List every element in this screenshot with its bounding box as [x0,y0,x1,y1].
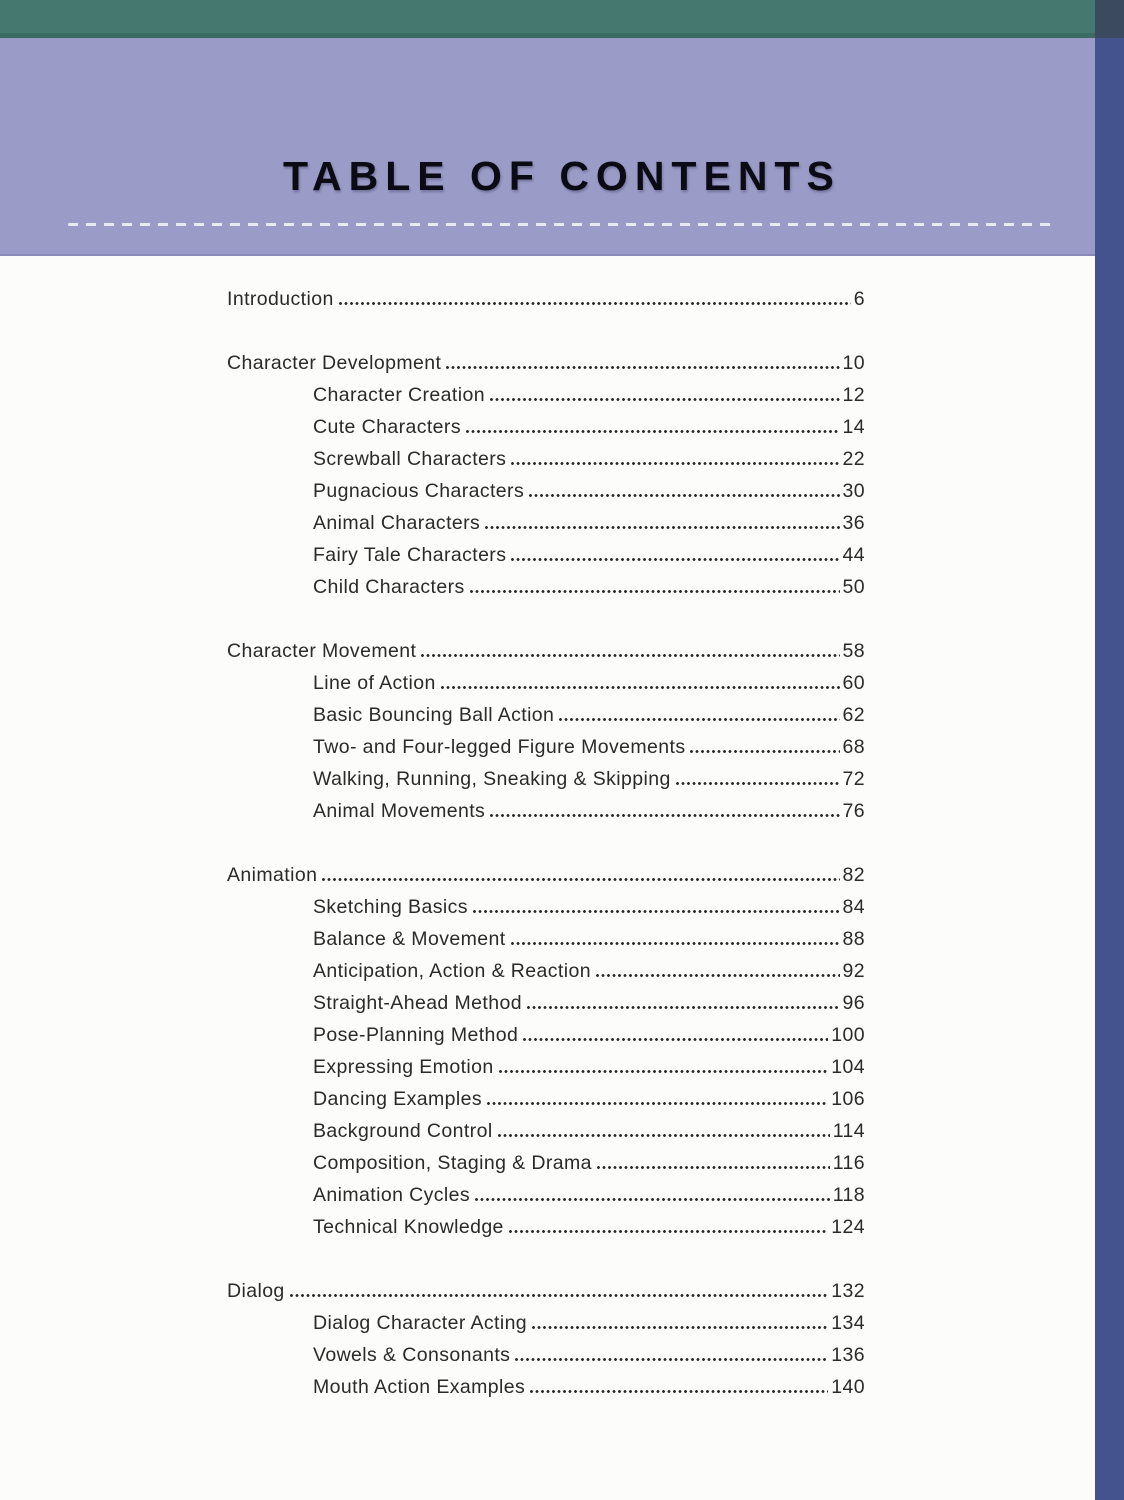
toc-item-page: 60 [842,672,865,694]
dot-leader [436,666,843,698]
toc-item-page: 12 [842,384,865,406]
toc-item-page: 140 [831,1376,865,1398]
page-header [0,38,1095,256]
toc-item-page: 124 [831,1216,865,1238]
dot-leader [494,1050,832,1082]
toc-item-label: Composition, Staging & Drama [313,1152,592,1174]
toc-section-label: Introduction [227,288,334,310]
toc-list [227,256,865,1402]
dot-leader [441,346,842,378]
toc-item-page: 30 [842,480,865,502]
toc-item-page: 136 [831,1344,865,1366]
toc-item-row [227,1370,865,1402]
toc-section [227,1274,865,1402]
toc-section-items [227,890,865,1242]
toc-item-row [227,1338,865,1370]
toc-item-row [227,1210,865,1242]
toc-item-row [227,1050,865,1082]
dot-leader [518,1018,831,1050]
dot-leader [317,858,842,890]
dot-leader [334,282,854,314]
dot-leader [470,1178,833,1210]
toc-item-label: Walking, Running, Sneaking & Skipping [313,768,671,790]
toc-item-row [227,1178,865,1210]
toc-item-page: 36 [842,512,865,534]
toc-item-page: 104 [831,1056,865,1078]
toc-item-page: 116 [832,1152,865,1174]
toc-item-label: Animation Cycles [313,1184,471,1206]
toc-section-label: Character Development [227,352,442,374]
dot-leader [506,538,842,570]
toc-item-page: 134 [831,1312,865,1334]
toc-item-label: Anticipation, Action & Reaction [313,960,591,982]
toc-item-page: 68 [842,736,865,758]
dot-leader [527,1306,831,1338]
toc-section-row [227,346,865,378]
toc-item-label: Pose-Planning Method [313,1024,519,1046]
page-title: TABLE OF CONTENTS [283,153,841,199]
toc-item-row [227,1306,865,1338]
toc-item-row [227,474,865,506]
toc-item-page: 14 [842,416,865,438]
toc-item-row [227,1146,865,1178]
top-accent-bar [0,0,1095,38]
toc-item-label: Straight-Ahead Method [313,992,522,1014]
dot-leader [480,506,842,538]
toc-item-label: Dialog Character Acting [313,1312,528,1334]
toc-item-page: 88 [842,928,865,950]
toc-item-row [227,922,865,954]
toc-item-page: 100 [831,1024,865,1046]
toc-item-label: Character Creation [313,384,485,406]
top-right-corner-block [1095,0,1124,38]
toc-section [227,346,865,602]
toc-section-page: 6 [853,288,865,310]
toc-section [227,282,865,314]
toc-item-label: Vowels & Consonants [313,1344,511,1366]
dot-leader [482,1082,831,1114]
toc-section-page: 82 [842,864,865,886]
toc-item-row [227,954,865,986]
toc-item-row [227,378,865,410]
toc-item-page: 118 [832,1184,865,1206]
toc-item-row [227,1018,865,1050]
toc-item-row [227,986,865,1018]
toc-item-label: Basic Bouncing Ball Action [313,704,555,726]
dot-leader [591,954,843,986]
toc-section-page: 132 [831,1280,865,1302]
toc-section-page: 58 [842,640,865,662]
dot-leader [592,1146,833,1178]
dot-leader [506,922,843,954]
dot-leader [524,474,842,506]
toc-item-label: Expressing Emotion [313,1056,494,1078]
toc-section-row [227,858,865,890]
dot-leader [493,1114,833,1146]
toc-item-row [227,1114,865,1146]
toc-section-row [227,282,865,314]
toc-item-label: Balance & Movement [313,928,506,950]
dot-leader [485,794,842,826]
toc-item-label: Line of Action [313,672,436,694]
dot-leader [461,410,843,442]
dot-leader [504,1210,831,1242]
toc-section-row [227,1274,865,1306]
toc-item-row [227,538,865,570]
toc-section-items [227,666,865,826]
toc-item-page: 50 [842,576,865,598]
toc-item-row [227,410,865,442]
toc-item-row [227,730,865,762]
dot-leader [522,986,843,1018]
toc-item-label: Background Control [313,1120,493,1142]
toc-section-label: Animation [227,864,318,886]
toc-item-page: 62 [842,704,865,726]
toc-item-page: 22 [842,448,865,470]
toc-item-page: 92 [842,960,865,982]
dot-leader [285,1274,832,1306]
toc-item-row [227,794,865,826]
toc-item-page: 44 [842,544,865,566]
toc-item-label: Child Characters [313,576,465,598]
toc-item-row [227,442,865,474]
toc-item-page: 106 [831,1088,865,1110]
toc-item-row [227,698,865,730]
dot-leader [554,698,842,730]
toc-section [227,634,865,826]
toc-section-row [227,634,865,666]
toc-section-label: Dialog [227,1280,285,1302]
dot-leader [468,890,843,922]
toc-item-page: 114 [832,1120,865,1142]
dot-leader [465,570,843,602]
toc-section [227,858,865,1242]
dot-leader [685,730,842,762]
dot-leader [485,378,843,410]
toc-item-page: 84 [842,896,865,918]
toc-section-label: Character Movement [227,640,417,662]
toc-item-label: Cute Characters [313,416,461,438]
toc-section-items [227,1306,865,1402]
dashed-divider [68,223,1053,226]
toc-item-label: Mouth Action Examples [313,1376,526,1398]
toc-item-label: Animal Characters [313,512,481,534]
toc-item-label: Pugnacious Characters [313,480,525,502]
dot-leader [416,634,842,666]
toc-item-row [227,570,865,602]
toc-item-page: 72 [842,768,865,790]
toc-item-label: Animal Movements [313,800,486,822]
dot-leader [510,1338,831,1370]
toc-item-label: Dancing Examples [313,1088,482,1110]
dot-leader [671,762,843,794]
toc-item-page: 96 [842,992,865,1014]
dot-leader [525,1370,831,1402]
toc-item-page: 76 [842,800,865,822]
toc-section-items [227,378,865,602]
toc-item-row [227,666,865,698]
toc-item-row [227,890,865,922]
toc-item-label: Screwball Characters [313,448,507,470]
toc-item-label: Two- and Four-legged Figure Movements [313,736,686,758]
toc-item-row [227,762,865,794]
dot-leader [506,442,842,474]
toc-item-label: Fairy Tale Characters [313,544,507,566]
toc-item-row [227,1082,865,1114]
toc-item-row [227,506,865,538]
right-accent-bar [1095,0,1124,1500]
toc-item-label: Sketching Basics [313,896,468,918]
toc-section-page: 10 [842,352,865,374]
toc-item-label: Technical Knowledge [313,1216,504,1238]
